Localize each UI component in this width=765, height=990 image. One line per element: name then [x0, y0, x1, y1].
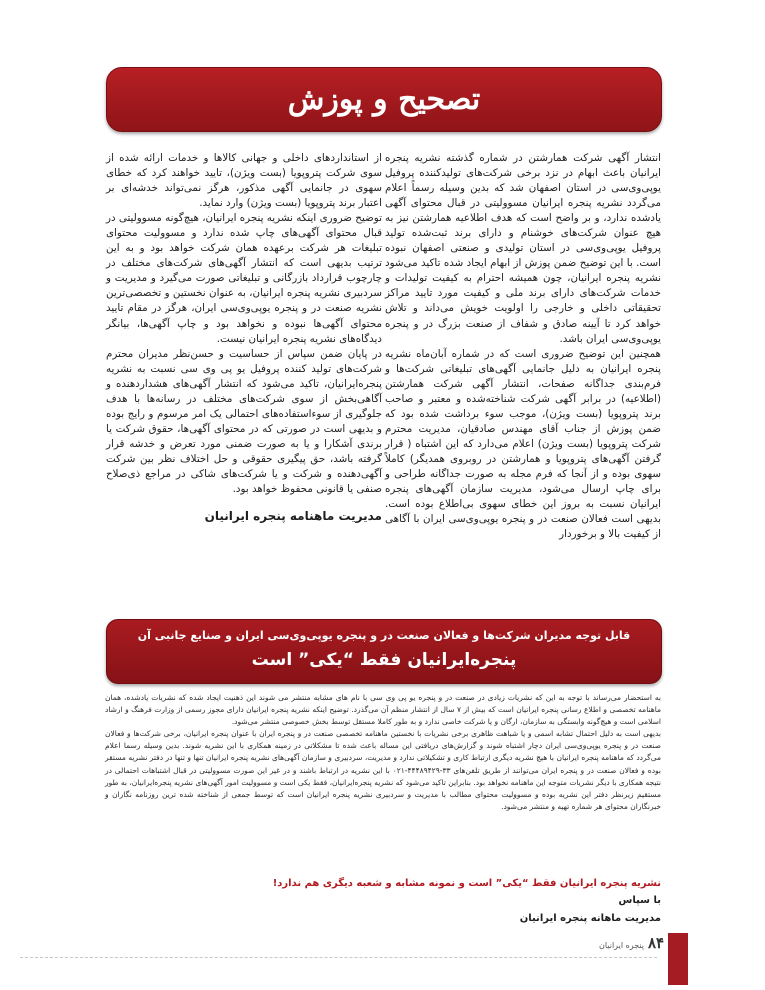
notice-subtitle: قابل توجه مدیران شرکت‌ها و فعالان صنعت در و پنجره یوپی‌وی‌سی ایران و صنایع جانبی آن	[137, 629, 631, 642]
closing-thanks: با سپاس	[618, 895, 661, 906]
closing-highlight: نشریه پنجره ایرانیان فقط “یکی” است و نمونه مشابه و شعبه دیگری هم ندارد!	[272, 878, 661, 889]
page-number: ۸۴	[647, 934, 665, 952]
paragraph: از استانداردهای داخلی و جهانی کالاها و خدمات ارائه شده از سوی شرکت پتروپویا (بست ویژن)، تایید خواهند کرد که خطای سهوی در جانمایی آگهی مذکور، هرگز نمی‌تواند خدشه‌ای بر اعتبار برند پتروپویا (بست ویژن) وارد نماید.	[106, 152, 382, 210]
closing-signature: مدیریت ماهانه پنجره ایرانیان	[519, 913, 661, 924]
notice-body	[105, 692, 661, 813]
paragraph: توضیح ضروری اینکه نشریه پنجره ایرانیان، هیچ‌گونه مسوولیتی در قبال محتوای آگهی‌های چاپ شده ندارد و مسوولیت محتوای تبلیغات هر شرکت برعهده همان شرکت خواهد بود و به این ترتیب بدیهی است که انتشار آگهی‌های شرکت‌های مختلف در چارچوب قرارداد بازرگانی و تبلیغاتی صورت می‌گیرد و مدیریت و سردبیری نشریه پنجره ایرانیان، به عنوان نخستین و تخصصی‌ترین نشریه صنعت در و پنجره یوپی‌وی‌سی ایران، هرگز در مقام تایید محتوای آگهی‌ها نبوده و نخواهد بود و چاپ آگهی‌ها، بیانگر دیدگاه‌های نشریه پنجره ایرانیان نیست.	[106, 212, 382, 345]
page-title: تصحیح و پوزش	[287, 82, 481, 117]
paragraph: در پایان ضمن سپاس از حساسیت و حسن‌نظر مدیران محترم شرکت‌های تولید کننده پروفیل یو پی وی سی نسبت به نشریه پنجره‌ایرانیان، تاکید می‌شود که انتشار آگهی‌های هشداردهنده و آگاهی‌بخش از سوی شرکت‌های مختلف در رسانه‌ها با هدف جلوگیری از سوءاستفاده‌های احتمالی یک امر مرسوم و رایج بوده و بدیهی است در صورتی که در محتوای آگهی‌ها، حقوق شرکت یا برندی آشکارا و یا به صورت ضمنی مورد تعرض و خدشه قرار گرفته باشد، حق پیگیری حقوقی و حل اختلاف نظر بین شرکت آگهی‌دهنده و شرکت و یا شرکت‌های شاکی در مراجع ذی‌صلاح صنفی یا قانونی محفوظ خواهد بود.	[106, 347, 382, 496]
notice-headline: پنجره‌ایرانیان فقط “یکی” است	[251, 650, 517, 670]
article-column-right	[385, 151, 661, 542]
paragraph: انتشار آگهی شرکت همارشتن در شماره گذشته نشریه پنجره ایرانیان باعث ابهام در نزد برخی شرکت‌های تولیدکننده پروفیل یوپی‌وی‌سی در استان اصفهان شد که بدین وسیله رسماً اعلام می‌گردد نشریه پنجره ایرانیان مسوولیتی در قبال محتوای آگهی یادشده ندارد، و بر واضح است که هدف اطلاعیه همارشتن نیز به هیچ عنوان شرکت‌های خوشنام و دارای برند ثبت‌شده تولید پروفیل یوپی‌وی‌سی در استان تولیدی و صنعتی اصفهان نبوده است. با این توضیح ضمن پوزش از ابهام ایجاد شده تاکید می‌شود نشریه پنجره ایرانیان، چون همیشه احترام به کیفیت تولیدات و خدمات شرکت‌های دارای برند ملی و کیفیت مورد تایید مراکز تحقیقاتی داخلی و خارجی را اولویت خویش می‌داند و تلاش خواهد کرد تا آیینه صادق و شفاف از صنعت بزرگ در و پنجره یوپی‌وی‌سی ایران باشد.	[385, 152, 661, 345]
title-banner	[106, 67, 662, 132]
signature: مدیریت ماهنامه پنجره ایرانیان	[204, 509, 382, 524]
page-tab-marker	[668, 933, 688, 985]
paragraph: بدیهی است به دلیل احتمال تشابه اسمی و یا شباهت ظاهری برخی نشریات با نخستین ماهنامه تخصصی صنعت در و پنجره ایران با عنوان پنجره ایرانیان، برخی شرکت‌ها و فعالان صنعت در و پنجره یوپی‌وی‌سی ایران دچار اشتباه شوند و گزارش‌های دریافتی این مساله باعث شده تا مشکلاتی در زمینه همکاری با این نشریه شوند. بدین وسیله رسما اعلام می‌گردد که ماهنامه پنجره ایرانیان با هیچ نشریه دیگری ارتباط کاری و تشکیلاتی ندارد و مدیریت، سردبیری و سازمان آگهی‌های نشریه پنجره ایرانیان تنها و تنها در دفتر نشریه مستقر بوده و فعالان صنعت در و پنجره ایران می‌توانند از طریق تلفن‌های ۳۳-۴۴۴۸۹۴۲۹-۰۲۱ با این نشریه در ارتباط باشند و در غیر این صورت مسوولیتی در قبال اشتباهات احتمالی در نتیجه همکاری با دیگر نشریات متوجه این ماهنامه نخواهد بود. بنابراین تاکید می‌شود که نشریه پنجره‌ایرانیان، فقط یکی است و مسوولیت امور آگهی‌های نشریه پنجره‌ایرانیان، به طور مستقیم زیرنظر دفتر این نشریه بوده و مسوولیت محتوای مطالب با مدیریت و سردبیری نشریه پنجره ایرانیان است که توسط جمعی از شناخته شده ترین روزنامه نگاران و خبرنگاران محتوای هر شماره تهیه و منتشر می‌شود.	[105, 729, 661, 811]
footer-magazine-name: پنجره ایرانیان	[599, 941, 644, 950]
notice-banner	[106, 619, 662, 684]
article-column-left	[106, 151, 382, 524]
footer-divider	[20, 957, 657, 958]
paragraph: به استحضار می‌رساند با توجه به این که نشریات زیادی در صنعت در و پنجره یو پی وی سی با نام های مشابه منتشر می شوند این ذهنیت ایجاد شده که نشریات یادشده، همان ماهنامه تخصصی و اطلاع رسانی پنجره ایرانیان است که بیش از ۷ سال از انتشار منظم آن می‌گذرد. توضیح اینکه نشریه پنجره ایرانیان دارای مجوز رسمی از وزارت فرهنگ و ارشاد اسلامی است و هیچ‌گونه وابستگی به سازمان، ارگان و یا شرکت خاصی ندارد و به طور کاملا مستقل توسط بخش خصوصی منتشر می‌شود.	[105, 693, 661, 727]
paragraph: همچنین این توضیح ضروری است که در شماره آبان‌ماه نشریه پنجره ایرانیان به دلیل جانمایی آگهی‌های تبلیغاتی شرکت‌ها و فرم‌بندی جداگانه صفحات، انتشار آگهی شرکت همارشتن (اطلاعیه) در برابر آگهی شرکت شناخته‌شده و معتبر و صاحب برند پتروپویا (بست ویژن)، موجب سوء برداشت شده بود که ضمن پوزش از جناب آقای مهندس صادقیان، مدیریت محترم شرکت پتروپویا (بست ویژن) اعلام می‌دارد که این اشتباه ( قرار گرفتن آگهی‌های پتروپویا و همارشتن در روبروی همدیگر) کاملاً سهوی بوده و از آنجا که فرم مجله به صورت جداگانه طراحی و برای چاپ ارسال می‌شود، مدیریت سازمان آگهی‌های پنجره ایرانیان نسبت به بروز این خطای سهوی بی‌اطلاع بوده است. بدیهی است فعالان صنعت در و پنجره یوپی‌وی‌سی ایران با آگاهی از کیفیت بالا و برخوردار	[385, 347, 661, 541]
